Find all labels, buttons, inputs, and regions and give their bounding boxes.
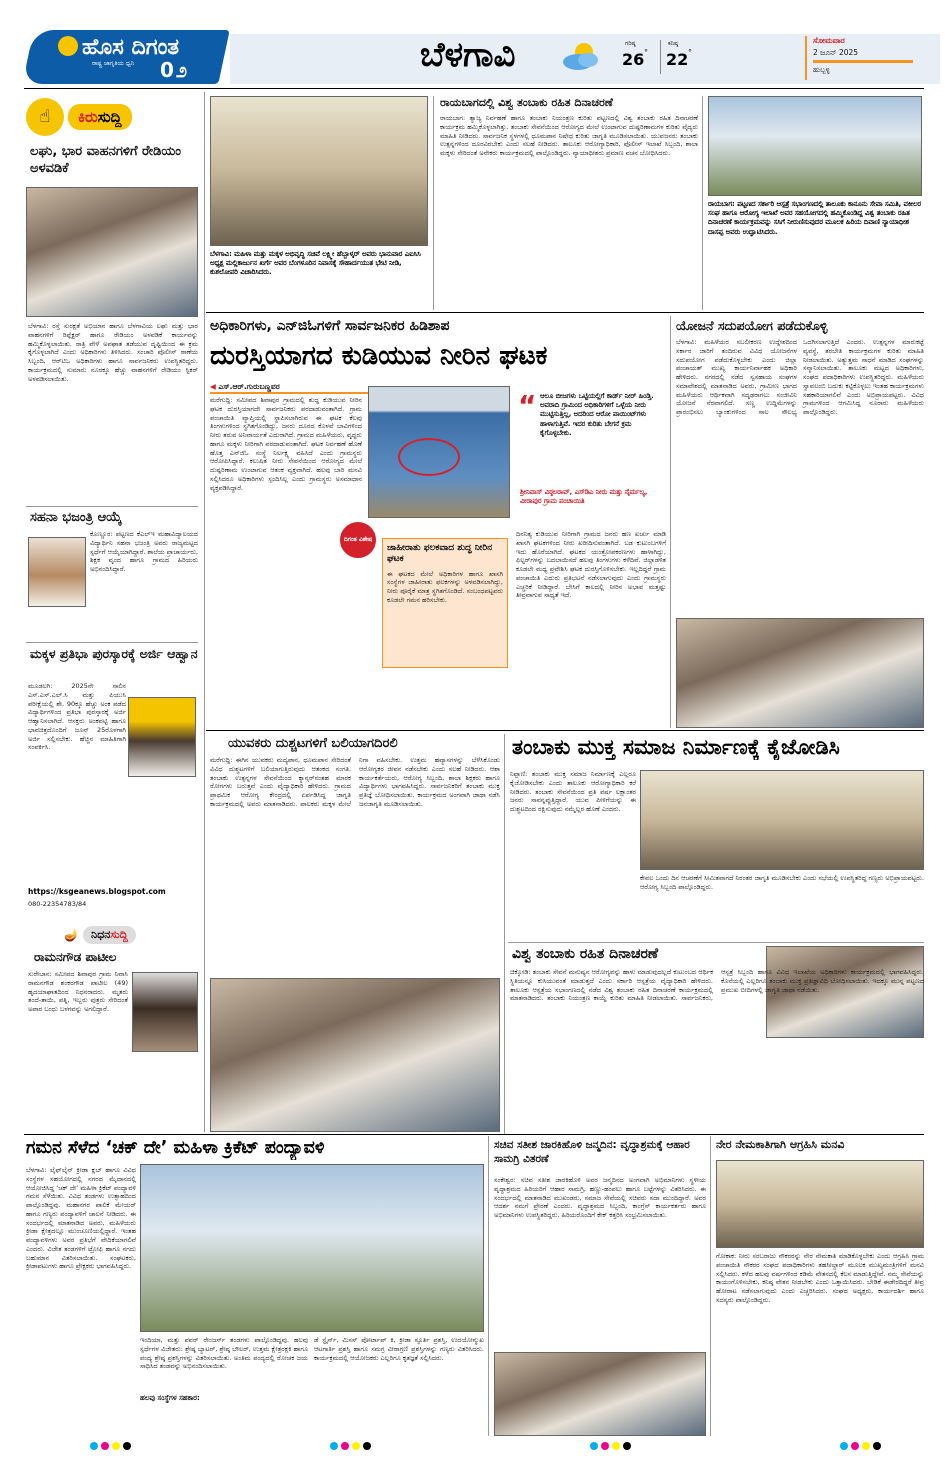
- story3-title: ಮಕ್ಕಳ ಪ್ರತಿಭಾ ಪುರಸ್ಕಾರಕ್ಕೆ ಅರ್ಜಿ ಆಹ್ವಾನ: [30, 646, 198, 661]
- youth-rule: [504, 734, 505, 1134]
- kirusuddi-label: [68, 104, 132, 131]
- top-right-photo: [708, 96, 922, 196]
- story3-phone: 080-22354783/84: [28, 900, 87, 908]
- top-row-rule: [206, 312, 924, 313]
- water-col3: ದಿನನಿತ್ಯ ಕುಡಿಯುವ ನೀರಿಗಾಗಿ ಗ್ರಾಮದ ಜನರು ಹಣ ಖರ್ಚು ಮಾಡಿ ಖಾಸಗಿ ಘಟಕಗಳಿಂದ ನೀರು ಖರೀದಿಸುವಂತಾಗಿದೆ. ಬಡ ಕುಟುಂಬಗಳಿಗೆ ಇದು ಹೊರೆಯಾಗಿದೆ. ಘಟಕದ ಯಂತ್ರೋಪಕರಣಗಳು ಹಾಳಾಗಿದ್ದು, ಫಿಲ್ಟರ್‌ಗಳನ್ನು ಬದಲಾಯಿಸದೆ ಹಲವು ತಿಂಗಳುಗಳು ಕಳೆದಿವೆ. ಜಿಲ್ಲಾಡಳಿತ ಕೂಡಲೇ ಮಧ್ಯ ಪ್ರವೇಶಿಸಿ ಘಟಕ ದುರಸ್ತಿಗೊಳಿಸಬೇಕು. ಇಲ್ಲದಿದ್ದರೆ ಗ್ರಾಮ ಪಂಚಾಯಿತಿ ಎದುರು ಪ್ರತಿಭಟನೆ ನಡೆಸಲಾಗುವುದು ಎಂದು ಗ್ರಾಮಸ್ಥರು ಎಚ್ಚರಿಕೆ ನೀಡಿದ್ದಾರೆ. ಬೇಸಿಗೆ ಕಾಲದಲ್ಲಿ ನೀರಿನ ಅಭಾವ ಮತ್ತಷ್ಟು ತೀವ್ರವಾಗುವ ಸಾಧ್ಯತೆ ಇದೆ.: [516, 530, 666, 600]
- cricket-rule: [488, 1136, 489, 1436]
- cmyk-dot-magenta: [601, 1442, 609, 1450]
- weather-divider: [660, 40, 661, 74]
- minister-body: ಸಂಕೇಶ್ವರ: ಸಚಿವ ಸತೀಶ ಜಾರಕಿಹೊಳಿ ಅವರ ಜನ್ಮದಿನದ ಅಂಗವಾಗಿ ಅಭಿಮಾನಿಗಳು ಸ್ಥಳೀಯ ವೃದ್ಧಾಶ್ರಮದ ಹಿರಿಯರಿಗೆ ಆಹಾರ ಸಾಮಗ್ರಿ, ಹಣ್ಣು-ಹಂಪಲು ಹಾಗೂ ಬಟ್ಟೆಗಳನ್ನು ವಿತರಿಸಿದರು. ಈ ಸಂದರ್ಭದಲ್ಲಿ ಮಾತನಾಡಿದ ಮುಖಂಡರು, ಸಮಾಜ ಸೇವೆಯಲ್ಲಿ ಸಚಿವರು ಸದಾ ಮುಂದಿದ್ದಾರೆ. ಅವರ ಆದರ್ಶ ನಮಗೆ ಪ್ರೇರಣೆ ಎಂದರು. ವೃದ್ಧಾಶ್ರಮದ ಸಿಬ್ಬಂದಿ, ಕಾಂಗ್ರೆಸ್ ಕಾರ್ಯಕರ್ತರು ಹಾಗೂ ಅಭಿಮಾನಿಗಳು ಉಪಸ್ಥಿತರಿದ್ದರು. ಹಿರಿಯರೊಂದಿಗೆ ಕೇಕ್ ಕತ್ತರಿಸಿ ಸಂಭ್ರಮಿಸಲಾಯಿತು.: [494, 1176, 706, 1220]
- masthead-rule: [24, 88, 924, 89]
- cmyk-dot-magenta: [341, 1442, 349, 1450]
- date-block: [805, 36, 925, 80]
- byline-arrow-icon: ◀: [210, 382, 216, 391]
- page-number: 0೨: [160, 58, 190, 82]
- city-label: ಹುಬ್ಬಳ್ಳಿ: [813, 66, 830, 75]
- cmyk-dot-magenta: [851, 1442, 859, 1450]
- mid-row-rule: [206, 730, 924, 731]
- cmyk-dot-yellow: [112, 1442, 120, 1450]
- top-mid-title: ರಾಯಬಾಗದಲ್ಲಿ ವಿಶ್ವ ತಂಬಾಕು ರಹಿತ ದಿನಾಚರಣೆ: [440, 96, 613, 109]
- petition-photo: [716, 1160, 924, 1248]
- date-label: 2 ಜೂನ್ 2025: [813, 48, 859, 57]
- story3-portrait: [128, 697, 196, 777]
- obit-portrait: [132, 972, 198, 1052]
- left-col-rule: [204, 92, 205, 1132]
- weather-max: 26: [622, 50, 645, 69]
- cmyk-dot-black: [123, 1442, 131, 1450]
- weather-max-unit: °: [644, 48, 648, 57]
- water-quote-by: ಶ್ರೀನಿವಾಸ್ ವಿಠ್ಠಲರಾವ್, ಎಸ್‌ಡಿಎ ನೀರು ಮತ್ತು ನೈರ್ಮಲ್ಯ, ವೀರಾಪುರ ಗ್ರಾಮ ಪಂಚಾಯಿತಿ: [520, 488, 648, 506]
- kirusuddi-divider-1: [26, 506, 198, 507]
- tobacco-title: ತಂಬಾಕು ಮುಕ್ತ ಸಮಾಜ ನಿರ್ಮಾಣಕ್ಕೆ ಕೈಜೋಡಿಸಿ: [512, 735, 840, 759]
- story1-title: ಲಘು, ಭಾರ ವಾಹನಗಳಿಗೆ ರೇಡಿಯಂ ಅಳವಡಿಕೆ: [30, 144, 182, 176]
- cmyk-dot-yellow: [612, 1442, 620, 1450]
- water-byline: [210, 382, 370, 394]
- kirusuddi-divider-2: [26, 642, 198, 643]
- cmyk-dot-magenta: [101, 1442, 109, 1450]
- water-quote: ಆಲೂ ಬೀಜಗಳು ಒಟ್ಟಿಯಲ್ಲಿಗೆ ಕಾರ್ಡ್ ನೀರ್ ಹಿಂಡ್ತಿ. ಅವರಾದಿ ಗ್ರಾಮಿಂದ ಅಧಿಕಾರಿಗಳಿಗೆ ಒಳ್ಳೆಯ ನೀರು ಮುಟ್ಟಿಸುತ್ತಿಲ್ಲ, ಅದರಿಂದ ಆರೋ ಪಾಯಿಂಟ್‌ಗಳು ಹಾಳಾಗುತ್ತಿವೆ. ಇದರ ಕುರಿತು ಬೇಗನೆ ಕ್ರಮ ಕೈಗೊಳ್ಳಬೇಕು.: [540, 392, 654, 437]
- weather-min-unit: °: [688, 48, 692, 57]
- top-mid-body: ರಾಯಬಾಗ: ತ್ಯಾಜ್ಯ ನಿರ್ವಹಣೆ ಹಾಗೂ ತಂಬಾಕು ನಿಯಂತ್ರಣ ಕುರಿತು ಪಟ್ಟಣದಲ್ಲಿ ವಿಶ್ವ ತಂಬಾಕು ರಹಿತ ದಿನಾಚರಣೆ ಕಾರ್ಯಕ್ರಮ ಹಮ್ಮಿಕೊಳ್ಳಲಾಗಿತ್ತು. ತಂಬಾಕು ಸೇವನೆಯಿಂದ ಆರೋಗ್ಯದ ಮೇಲೆ ಉಂಟಾಗುವ ದುಷ್ಪರಿಣಾಮಗಳ ಕುರಿತು ವೈದ್ಯರು ಮಾಹಿತಿ ನೀಡಿದರು. ಸಾರ್ವಜನಿಕ ಸ್ಥಳಗಳಲ್ಲಿ ಧೂಮಪಾನ ನಿಷೇಧ ಕುರಿತು ಜಾಗೃತಿ ಮೂಡಿಸಲಾಯಿತು. ಯುವಜನರು ತಂಬಾಕು ಉತ್ಪನ್ನಗಳಿಂದ ದೂರವಿರಬೇಕು ಎಂದು ಸಲಹೆ ನೀಡಿದರು. ತಾಲೂಕು ಆರೋಗ್ಯಾಧಿಕಾರಿ, ಪೊಲೀಸ್ ಇಲಾಖೆ ಸಿಬ್ಬಂದಿ, ಶಾಲಾ ಮಕ್ಕಳು ಸೇರಿದಂತೆ ಅನೇಕರು ಕಾರ್ಯಕ್ರಮದಲ್ಲಿ ಪಾಲ್ಗೊಂಡಿದ್ದರು. ನ್ಯಾಯಾಧೀಶರು ಪ್ರಮಾಣ ವಚನ ಬೋಧಿಸಿದರು.: [440, 114, 698, 158]
- cricket-title: ಗಮನ ಸೆಳೆದ ‘ಚಕ್ ದೇ’ ಮಹಿಳಾ ಕ್ರಿಕೆಟ್ ಪಂದ್ಯಾವಳಿ: [26, 1138, 325, 1158]
- weather-max-label: ಗರಿಷ್ಠ: [625, 40, 636, 47]
- brand-name: ಹೊಸ ದಿಗಂತ: [82, 35, 180, 60]
- weather-icon: [560, 38, 602, 72]
- world-title: ವಿಶ್ವ ತಂಬಾಕು ರಹಿತ ದಿನಾಚರಣೆ: [512, 946, 659, 962]
- kirusuddi-header: [26, 96, 196, 138]
- story2-portrait: [28, 537, 86, 607]
- scheme-photo: [676, 618, 924, 728]
- kirusuddi-column: [24, 92, 202, 1132]
- bottom-row-rule: [24, 1134, 924, 1135]
- day-label: ಸೋಮವಾರ: [813, 36, 845, 45]
- water-ad-title: ಜಾಹೀರಾತು ಫಲಕವಾದ ಶುದ್ಧ ನೀರಿನ ಘಟಕ: [387, 543, 493, 565]
- cmyk-dot-black: [873, 1442, 881, 1450]
- tobacco-body: ನಿಪ್ಪಾಣಿ: ತಂಬಾಕು ಮುಕ್ತ ಸಮಾಜ ನಿರ್ಮಾಣಕ್ಕೆ ಎಲ್ಲರೂ ಕೈಜೋಡಿಸಬೇಕು ಎಂದು ತಾಲೂಕು ಆರೋಗ್ಯಾಧಿಕಾರಿ ಕರೆ ನೀಡಿದರು. ತಂಬಾಕು ಸೇವನೆಯಿಂದ ಪ್ರತಿ ವರ್ಷ ಲಕ್ಷಾಂತರ ಜನರು ಸಾವನ್ನಪ್ಪುತ್ತಿದ್ದಾರೆ. ಯುವ ಪೀಳಿಗೆಯನ್ನು ಈ ದುಶ್ಚಟದಿಂದ ರಕ್ಷಿಸುವುದು ನಮ್ಮೆಲ್ಲರ ಹೊಣೆ ಎಂದರು.: [510, 770, 636, 814]
- story2-title: ಸಹನಾ ಭಜಂತ್ರಿ ಆಯ್ಕೆ: [30, 510, 122, 525]
- story1-body: ಬೆಳಗಾವಿ: ರಸ್ತೆ ಸುರಕ್ಷತೆ ಅಭಿಯಾನ ಹಾಗೂ ಬೆಳಗಾವಿಯ ಲಘು ಮತ್ತು ಭಾರ ವಾಹನಗಳಿಗೆ ರಿಫ್ಲೆಕ್ಟರ್ ಹಾಗೂ ರೇಡಿಯಂ ಅಳವಡಿಕೆ ಕಾರ್ಯವನ್ನು ಹಮ್ಮಿಕೊಳ್ಳಲಾಯಿತು. ರಾತ್ರಿ ವೇಳೆ ಅಪಘಾತ ತಡೆಯುವ ದೃಷ್ಟಿಯಿಂದ ಈ ಕ್ರಮ ಕೈಗೊಳ್ಳಲಾಗಿದೆ ಎಂದು ಅಧಿಕಾರಿಗಳು ತಿಳಿಸಿದರು. ಸಂಚಾರಿ ಪೊಲೀಸ್ ಠಾಣೆಯ ಸಿಬ್ಬಂದಿ, ಆರ್‌ಟಿಒ ಅಧಿಕಾರಿಗಳು ಹಾಗೂ ಸಾರ್ವಜನಿಕರು ಉಪಸ್ಥಿತರಿದ್ದರು. ಕಾರ್ಯಕ್ರಮದಲ್ಲಿ ಸುಮಾರು ನೂರಕ್ಕೂ ಹೆಚ್ಚು ವಾಹನಗಳಿಗೆ ರೇಡಿಯಂ ಸ್ಟಿಕರ್ ಅಳವಡಿಸಲಾಯಿತು.: [28, 322, 198, 383]
- water-unit-highlight: [398, 438, 460, 476]
- cricket-col3: ಡೆ ಸ್ಟೈರ್ಸ್, ಮಿಸಸ್ ಪೋರ್ಟಾಪ್ ಕಿ, ಕ್ರೀಡಾ ಸ್ಫೂರ್ತಿ ಪ್ರಶಸ್ತಿ, ಉದಯೋನ್ಮುಖ ಆಟಗಾರ್ತಿ ಪ್ರಶಸ್ತಿ ಹಾಗೂ ಸಮಗ್ರ ವೀರಾಗ್ರಣಿ ಪ್ರಶಸ್ತಿಗಳನ್ನು ಗಣ್ಯರು ವಿತರಿಸಿದರು. ಕಾರ್ಯಕ್ರಮದಲ್ಲಿ ಆಯೋಜಕರು ಎಲ್ಲರಿಗೂ ಕೃತಜ್ಞತೆ ಸಲ್ಲಿಸಿದರು.: [314, 1336, 484, 1362]
- tobacco-rule: [508, 942, 924, 943]
- weather-min-label: ಕನಿಷ್ಠ: [668, 40, 679, 47]
- youth-photo: [210, 978, 500, 1132]
- masthead: [0, 0, 945, 90]
- cmyk-dot-cyan: [590, 1442, 598, 1450]
- petition-title: ನೇರ ನೇಮಕಾತಿಗಾಗಿ ಆಗ್ರಹಿಸಿ ಮನವಿ: [716, 1138, 845, 1151]
- tobacco-caption: ಕೇವಲ ಒಂದು ದಿನ ಆಚರಣೆಗೆ ಸೀಮಿತವಾಗದೆ ನಿರಂತರ ಜಾಗೃತಿ ಮೂಡಿಸಬೇಕು ಎಂದು ಸಭೆಯಲ್ಲಿ ಉಪಸ್ಥಿತರಿದ್ದ ಗಣ್ಯರು ಅಭಿಪ್ರಾಯಪಟ್ಟರು. ಆರೋಗ್ಯ ಸಿಬ್ಬಂದಿ ಪಾಲ್ಗೊಂಡಿದ್ದರು.: [640, 874, 924, 891]
- water-col1: ಮರೆಗುದ್ದಿ: ಸಮೀಪದ ಶಿವಾಪುರ ಗ್ರಾಮದಲ್ಲಿ ಶುದ್ಧ ಕುಡಿಯುವ ನೀರಿನ ಘಟಕ ದುರಸ್ತಿಯಾಗದೇ ಸಾರ್ವಜನಿಕರು ಪರದಾಡುವಂತಾಗಿದೆ. ಗ್ರಾಮ ಪಂಚಾಯಿತಿ ವ್ಯಾಪ್ತಿಯಲ್ಲಿ ಸ್ಥಾಪಿಸಲಾಗಿರುವ ಈ ಘಟಕ ಕೆಲವು ತಿಂಗಳುಗಳಿಂದ ಸ್ಥಗಿತಗೊಂಡಿದ್ದು, ಜನರು ದೂರದ ಕೊಳವೆ ಬಾವಿಗಳಿಂದ ನೀರು ತರುವ ಅನಿವಾರ್ಯತೆ ಎದುರಾಗಿದೆ. ಗ್ರಾಮದ ಮಹಿಳೆಯರು, ವೃದ್ಧರು ಹಾಗೂ ಮಕ್ಕಳು ನೀರಿಗಾಗಿ ಪರದಾಡುವಂತಾಗಿದೆ. ಘಟಕ ನಿರ್ವಹಣೆ ಹೊಣೆ ಹೊತ್ತ ಎನ್‌ಜಿಓ ಸಂಸ್ಥೆ ನಿರ್ಲಕ್ಷ್ಯ ವಹಿಸಿದೆ ಎಂದು ಗ್ರಾಮಸ್ಥರು ಆರೋಪಿಸಿದ್ದಾರೆ. ಕಲುಷಿತ ನೀರು ಸೇವನೆಯಿಂದ ಆರೋಗ್ಯದ ಮೇಲೆ ದುಷ್ಪರಿಣಾಮ ಉಂಟಾಗುವ ಆತಂಕ ವ್ಯಕ್ತವಾಗಿದೆ. ಹಲವು ಬಾರಿ ಮನವಿ ಸಲ್ಲಿಸಿದರೂ ಅಧಿಕಾರಿಗಳು ಸ್ಪಂದಿಸಿಲ್ಲ ಎಂದು ಗ್ರಾಮಸ್ಥರು ಅಸಮಾಧಾನ ವ್ಯಕ್ತಪಡಿಸಿದ್ದಾರೆ.: [210, 396, 362, 492]
- water-badge: [338, 520, 378, 560]
- water-badge-text: ದಿಗಂತ ವಿಶೇಷ: [343, 536, 373, 544]
- top-rule-2: [702, 96, 703, 310]
- cmyk-dot-black: [363, 1442, 371, 1450]
- kirusuddi-label-a: ಕಿರು: [78, 107, 98, 126]
- top-right-caption: ರಾಯಬಾಗ: ಪಟ್ಟಣದ ಸರ್ಕಾರಿ ಆಸ್ಪತ್ರೆ ಸಭಾಂಗಣದಲ್ಲಿ ತಾಲೂಕು ಕಾನೂನು ಸೇವಾ ಸಮಿತಿ, ವಕೀಲರ ಸಂಘ ಹಾಗೂ ಆರೋಗ್ಯ ಇಲಾಖೆ ಅವರ ಸಹಯೋಗದಲ್ಲಿ ಹಮ್ಮಿಕೊಂಡಿದ್ದ ವಿಶ್ವ ತಂಬಾಕು ರಹಿತ ದಿನಾಚರಣೆ ಕಾರ್ಯಕ್ರಮವನ್ನು ಸಸಿಗೆ ನೀರುಣಿಸುವುದರ ಮೂಲಕ ಹಿರಿಯ ದಿವಾಣಿ ನ್ಯಾಯಾಧೀಶ ದಾಸಪ್ಪ ಅವರು ಉದ್ಘಾಟಿಸಿದರು.: [708, 200, 922, 236]
- tobacco-photo: [640, 770, 924, 870]
- cmyk-dot-yellow: [862, 1442, 870, 1450]
- world-body: ಚಿಕ್ಕೋಡಿ: ತಂಬಾಕು ಸೇವನೆ ಮನುಷ್ಯನ ಆರೋಗ್ಯವನ್ನು ಹಾಳು ಮಾಡುವುದಲ್ಲದೆ ಕುಟುಂಬದ ಆರ್ಥಿಕ ಸ್ಥಿತಿಯನ್ನೂ ಕುಸಿಯುವಂತೆ ಮಾಡುತ್ತದೆ ಎಂದು ಸರ್ಕಾರಿ ಆಸ್ಪತ್ರೆಯ ವೈದ್ಯಾಧಿಕಾರಿ ಹೇಳಿದರು. ತಾಲೂಕು ಆಸ್ಪತ್ರೆಯ ಸಭಾಂಗಣದಲ್ಲಿ ನಡೆದ ವಿಶ್ವ ತಂಬಾಕು ರಹಿತ ದಿನಾಚರಣೆ ಕಾರ್ಯಕ್ರಮದಲ್ಲಿ ಮಾತನಾಡಿದರು. ತಂಬಾಕು ನಿಯಂತ್ರಣ ಕಾಯ್ದೆ ಕುರಿತು ಮಾಹಿತಿ ನೀಡಲಾಯಿತು. ಸಾರ್ವಜನಿಕರು, ಆಸ್ಪತ್ರೆ ಸಿಬ್ಬಂದಿ ಹಾಗೂ ವಿವಿಧ ಇಲಾಖೆಯ ಅಧಿಕಾರಿಗಳು ಕಾರ್ಯಕ್ರಮದಲ್ಲಿ ಭಾಗವಹಿಸಿದ್ದರು. ಕೊನೆಯಲ್ಲಿ ಎಲ್ಲರಿಗೂ ತಂಬಾಕು ಮುಕ್ತ ಪ್ರತಿಜ್ಞಾವಿಧಿ ಬೋಧಿಸಲಾಯಿತು. ಇದಕ್ಕೂ ಮುನ್ನ ಪಟ್ಟಣದ ಪ್ರಮುಖ ಬೀದಿಗಳಲ್ಲಿ ಜಾಗೃತಿ ಜಾಥಾ ನಡೆಯಿತು.: [510, 968, 924, 1003]
- minister-photo: [494, 1352, 706, 1436]
- cricket-col2: ಇಂದಿಯಾ, ಮತ್ತು ಪವರ್ ರೇಂಜರ್ಸ್ ತಂಡಗಳು ಪಾಲ್ಗೊಂಡಿದ್ದವು. ಹಲವು ಸ್ಪರ್ಧೆಗಳ ವಿಜೇತರು: ಶ್ರೇಷ್ಠ ಬ್ಯಾಟರ್, ಶ್ರೇಷ್ಠ ಬೌಲರ್, ಉತ್ತಮ ಕ್ಷೇತ್ರರಕ್ಷಕಿ ಹಾಗೂ ಪಂದ್ಯ ಶ್ರೇಷ್ಠ ಪ್ರಶಸ್ತಿಗಳನ್ನು ವಿತರಿಸಲಾಯಿತು. ಅಂತಿಮ ಪಂದ್ಯದಲ್ಲಿ ರೋಚಕ ಜಯ ಸಾಧಿಸಿದ ತಂಡವನ್ನು ಅಭಿನಂದಿಸಲಾಯಿತು.: [140, 1336, 308, 1371]
- cricket-credit: ಹಲವು ಸಂಸ್ಥೆಗಳ ಸಹಕಾರ:: [140, 1394, 200, 1402]
- water-rule: [670, 316, 671, 728]
- petition-body: ಗೋಕಾಕ: ನೀರು ಸರಬರಾಜು ನೌಕರರನ್ನು ನೇರ ನೇಮಕಾತಿ ಮಾಡಿಕೊಳ್ಳಬೇಕು ಎಂದು ಆಗ್ರಹಿಸಿ ಗ್ರಾಮ ಪಂಚಾಯಿತಿ ನೌಕರರ ಸಂಘದ ಪದಾಧಿಕಾರಿಗಳು ತಹಸೀಲ್ದಾರ್ ಮೂಲಕ ಮುಖ್ಯಮಂತ್ರಿಗಳಿಗೆ ಮನವಿ ಸಲ್ಲಿಸಿದರು. ಕಳೆದ ಹಲವು ವರ್ಷಗಳಿಂದ ಕಡಿಮೆ ವೇತನದಲ್ಲಿ ಕೆಲಸ ಮಾಡುತ್ತಿದ್ದೇವೆ. ನಮ್ಮ ಸೇವೆಯನ್ನು ಕಾಯಂಗೊಳಿಸಬೇಕು, ಕನಿಷ್ಠ ವೇತನ ನೀಡಬೇಕು ಎಂದು ಒತ್ತಾಯಿಸಿದರು. ಬೇಡಿಕೆ ಈಡೇರದಿದ್ದರೆ ತೀವ್ರ ಹೋರಾಟ ನಡೆಸಲಾಗುವುದು ಎಂದು ಎಚ್ಚರಿಸಿದರು. ಸಂಘದ ಅಧ್ಯಕ್ಷರು, ಕಾರ್ಯದರ್ಶಿ ಹಾಗೂ ಸದಸ್ಯರು ಪಾಲ್ಗೊಂಡಿದ್ದರು.: [716, 1252, 924, 1304]
- water-ad-body: ಈ ಘಟಕದ ಮೇಲೆ ಅಧಿಕಾರಿಗಳ ಹಾಗೂ ಖಾಸಗಿ ಸಂಸ್ಥೆಗಳ ಜಾಹೀರಾತು ಫಲಕಗಳನ್ನು ಅಳವಡಿಸಲಾಗಿದ್ದು, ನೀರು ಪೂರೈಕೆ ಮಾತ್ರ ಸ್ಥಗಿತಗೊಂಡಿದೆ. ಸಂಬಂಧಪಟ್ಟವರು ಕೂಡಲೇ ಗಮನ ಹರಿಸಬೇಕು.: [387, 569, 503, 604]
- cmyk-dot-cyan: [90, 1442, 98, 1450]
- cmyk-marks-center: [590, 1442, 631, 1450]
- cmyk-marks-right: [840, 1442, 881, 1450]
- weather-min: 22: [666, 50, 689, 69]
- brand-tagline: ರಾಷ್ಟ್ರ ಜಾಗೃತಿಯ ಧ್ವನಿ: [92, 60, 135, 67]
- cmyk-dot-yellow: [352, 1442, 360, 1450]
- minister-title: ಸಚಿವ ಸತೀಶ ಜಾರಕಿಹೊಳಿ ಜನ್ಮದಿನ: ವೃದ್ಧಾಶ್ರಮಕ್ಕೆ ಆಹಾರ ಸಾಮಗ್ರಿ ವಿತರಣೆ: [494, 1139, 690, 1166]
- water-quote-mark-icon: “: [518, 389, 537, 422]
- cmyk-dot-cyan: [840, 1442, 848, 1450]
- obit-label-b: ಸುದ್ದಿ: [110, 928, 128, 942]
- top-left-photo: [210, 96, 428, 246]
- obit-label: [83, 926, 136, 944]
- cmyk-dot-black: [623, 1442, 631, 1450]
- edition-title: ಬೆಳಗಾವಿ: [420, 35, 516, 75]
- lamp-icon: 🪔: [64, 927, 79, 942]
- obit-title: ರಾಮನಗೌಡ ಪಾಟೀಲ: [34, 950, 117, 964]
- top-left-caption: ಬೆಳಗಾವಿ: ಮಹಿಳಾ ಮತ್ತು ಮಕ್ಕಳ ಅಭಿವೃದ್ಧಿ ಸಚಿವೆ ಲಕ್ಷ್ಮೀ ಹೆಬ್ಬಾಳ್ಕರ್ ಅವರು ಭಾನುವಾರ ಎಐಸಿಸಿ ಅಧ್ಯಕ್ಷ ಮಲ್ಲಿಕಾರ್ಜುನ ಖರ್ಗೆ ಅವರ ಬೆಂಗಳೂರಿನ ನಿವಾಸಕ್ಕೆ ಸೌಹಾರ್ದಯುತ ಭೇಟಿ ನೀಡಿ, ಕುಶಲೋಪರಿ ವಿಚಾರಿಸಿದರು.: [210, 250, 421, 277]
- scheme-body: ಬೆಳಗಾವಿ: ಮಹಿಳೆಯರ ಸಬಲೀಕರಣ ಉದ್ದೇಶದಿಂದ ಸರ್ಕಾರ ಜಾರಿಗೆ ತಂದಿರುವ ವಿವಿಧ ಯೋಜನೆಗಳ ಸದುಪಯೋಗ ಪಡೆದುಕೊಳ್ಳಬೇಕು ಎಂದು ಜಿಲ್ಲಾ ಪಂಚಾಯತ್ ಮುಖ್ಯ ಕಾರ್ಯನಿರ್ವಾಹಕ ಅಧಿಕಾರಿ ಹೇಳಿದರು. ನಗರದಲ್ಲಿ ನಡೆದ ಸ್ವಸಹಾಯ ಸಂಘಗಳ ಸಮಾವೇಶದಲ್ಲಿ ಮಾತನಾಡಿದ ಅವರು, ಗ್ರಾಮೀಣ ಭಾಗದ ಮಹಿಳೆಯರು ಆರ್ಥಿಕವಾಗಿ ಸದೃಢರಾಗಲು ಸಂಜೀವಿನಿ ಯೋಜನೆ ನೆರವಾಗಲಿದೆ. ಸಣ್ಣ ಉದ್ದಿಮೆಗಳನ್ನು ಪ್ರಾರಂಭಿಸಲು ಬ್ಯಾಂಕುಗಳಿಂದ ಸಾಲ ಸೌಲಭ್ಯ ಒದಗಿಸಲಾಗುತ್ತಿದೆ ಎಂದರು. ಉತ್ಪನ್ನಗಳ ಮಾರುಕಟ್ಟೆ ವ್ಯವಸ್ಥೆ, ತರಬೇತಿ ಕಾರ್ಯಕ್ರಮಗಳ ಕುರಿತು ಮಾಹಿತಿ ನೀಡಲಾಯಿತು. ಅತ್ಯುತ್ತಮ ಸಾಧನೆ ಮಾಡಿದ ಸಂಘಗಳನ್ನು ಸನ್ಮಾನಿಸಲಾಯಿತು. ತಾಲೂಕು ಮಟ್ಟದ ಅಧಿಕಾರಿಗಳು, ಸಂಘದ ಪದಾಧಿಕಾರಿಗಳು ಉಪಸ್ಥಿತರಿದ್ದರು. ಮಹಿಳೆಯರು ಸ್ವಾವಲಂಬಿ ಬದುಕು ಕಟ್ಟಿಕೊಳ್ಳಲು ಇಂತಹ ಕಾರ್ಯಕ್ರಮಗಳು ಸಹಕಾರಿಯಾಗಲಿವೆ ಎಂದು ಅಭಿಪ್ರಾಯಪಟ್ಟರು. ವಿವಿಧ ಗ್ರಾಮಗಳಿಂದ ಆಗಮಿಸಿದ್ದ ನೂರಾರು ಮಹಿಳೆಯರು ಪಾಲ್ಗೊಂಡಿದ್ದರು.: [676, 338, 924, 417]
- story3-body: ಮೂಡಲಗಿ: 2025ನೇ ಸಾಲಿನ ಎಸ್.ಎಸ್.ಎಲ್.ಸಿ ಮತ್ತು ಪಿಯುಸಿ ಪರೀಕ್ಷೆಯಲ್ಲಿ ಶೇ. 90ಕ್ಕೂ ಹೆಚ್ಚು ಅಂಕ ಪಡೆದ ವಿದ್ಯಾರ್ಥಿಗಳಿಂದ ಪ್ರತಿಭಾ ಪುರಸ್ಕಾರಕ್ಕೆ ಅರ್ಜಿ ಆಹ್ವಾನಿಸಲಾಗಿದೆ. ಆಸಕ್ತರು ಅಂಕಪಟ್ಟಿ ಹಾಗೂ ಭಾವಚಿತ್ರದೊಂದಿಗೆ ಜೂನ್ 25ರೊಳಗಾಗಿ ಅರ್ಜಿ ಸಲ್ಲಿಸಬೇಕು. ಹೆಚ್ಚಿನ ಮಾಹಿತಿಗಾಗಿ ಸಂಪರ್ಕಿಸಿ.: [28, 682, 126, 752]
- water-kicker: ಅಧಿಕಾರಿಗಳು, ಎನ್‌ಜಿಓಗಳಿಗೆ ಸಾರ್ವಜನಿಕರ ಹಿಡಿಶಾಪ: [210, 318, 450, 334]
- cmyk-marks-mid: [330, 1442, 371, 1450]
- cricket-photo: [140, 1164, 484, 1332]
- scheme-title: ಯೋಜನೆ ಸದುಪಯೋಗ ಪಡೆದುಕೊಳ್ಳಿ: [676, 318, 828, 333]
- obit-header: [64, 924, 136, 946]
- obit-body: ಸುರೇಬಾನ: ಸಮೀಪದ ಶಿವಾಪುರ ಗ್ರಾಮ ನಿವಾಸಿ ರಾಮನಗೌಡ ಶಂಕರಗೌಡ ಪಾಟೀಲ (49) ಹೃದಯಾಘಾತದಿಂದ ನಿಧನರಾದರು. ಮೃತರು ತಂದೆ-ತಾಯಿ, ಪತ್ನಿ, ಇಬ್ಬರು ಪುತ್ರರು ಸೇರಿದಂತೆ ಅಪಾರ ಬಂಧು ಬಳಗವನ್ನು ಅಗಲಿದ್ದಾರೆ.: [28, 970, 128, 1014]
- top-rule-1: [433, 96, 434, 310]
- youth-body: ಮರೆಗುದ್ದಿ: ಈಗಿನ ಯುವಕರು ಮದ್ಯಪಾನ, ಧೂಮಪಾನ ಸೇರಿದಂತೆ ವಿವಿಧ ದುಶ್ಚಟಗಳಿಗೆ ಬಲಿಯಾಗುತ್ತಿರುವುದು ಆತಂಕದ ಸಂಗತಿ. ತಂಬಾಕು ಉತ್ಪನ್ನಗಳ ಸೇವನೆಯಿಂದ ಕ್ಯಾನ್ಸರ್‌ನಂತಹ ಮಾರಕ ರೋಗಗಳು ಬರುತ್ತವೆ ಎಂದು ವೈದ್ಯಾಧಿಕಾರಿ ಹೇಳಿದರು. ಗ್ರಾಮದ ಪ್ರಾಥಮಿಕ ಆರೋಗ್ಯ ಕೇಂದ್ರದಲ್ಲಿ ಏರ್ಪಡಿಸಿದ್ದ ಜಾಗೃತಿ ಕಾರ್ಯಕ್ರಮದಲ್ಲಿ ಅವರು ಮಾತನಾಡಿದರು. ಪಾಲಕರು ಮಕ್ಕಳ ಮೇಲೆ ನಿಗಾ ವಹಿಸಬೇಕು. ಉತ್ತಮ ಹವ್ಯಾಸಗಳನ್ನು ಬೆಳೆಸಿಕೊಂಡು ಆರೋಗ್ಯಕರ ಜೀವನ ನಡೆಸಬೇಕು ಎಂದು ಸಲಹೆ ನೀಡಿದರು. ಆಶಾ ಕಾರ್ಯಕರ್ತೆಯರು, ಆರೋಗ್ಯ ಸಿಬ್ಬಂದಿ, ಶಾಲಾ ಶಿಕ್ಷಕರು ಹಾಗೂ ವಿದ್ಯಾರ್ಥಿಗಳು ಭಾಗವಹಿಸಿದ್ದರು. ಸಾರ್ವಜನಿಕರಿಗೆ ತಂಬಾಕು ಮುಕ್ತ ಪ್ರತಿಜ್ಞೆ ಬೋಧಿಸಲಾಯಿತು. ಕಾರ್ಯಕ್ರಮದ ಅಂಗವಾಗಿ ಜಾಥಾ ನಡೆಸಿ ಜನಜಾಗೃತಿ ಮೂಡಿಸಲಾಯಿತು.: [210, 756, 500, 808]
- obit-label-a: ನಿಧನ: [90, 928, 111, 942]
- cmyk-marks-left: [90, 1442, 131, 1450]
- water-byline-text: ಎಸ್.ಆರ್.ಗುರುಬಣ್ಣವರ: [218, 382, 280, 391]
- kirusuddi-label-b: ಸುದ್ದಿ: [97, 107, 122, 126]
- brand-logo-icon: [58, 36, 78, 56]
- water-title: ದುರಸ್ತಿಯಾಗದ ಕುಡಿಯುವ ನೀರಿನ ಘಟಕ: [210, 341, 548, 371]
- water-ad-box: [382, 538, 508, 668]
- cmyk-dot-cyan: [330, 1442, 338, 1450]
- cricket-col1: ಬೆಳಗಾವಿ: ಲೈಫ್‌ಲೈನ್ ಕ್ರೀಡಾ ಕ್ಲಬ್ ಹಾಗೂ ವಿವಿಧ ಸಂಸ್ಥೆಗಳ ಸಹಯೋಗದಲ್ಲಿ ನಗರದ ಮೈದಾನದಲ್ಲಿ ಆಯೋಜಿಸಿದ್ದ ‘ಚಕ್ ದೇ’ ಮಹಿಳಾ ಕ್ರಿಕೆಟ್ ಪಂದ್ಯಾವಳಿ ಗಮನ ಸೆಳೆಯಿತು. ವಿವಿಧ ತಂಡಗಳು ಉತ್ಸಾಹದಿಂದ ಪಾಲ್ಗೊಂಡಿದ್ದವು. ಮಹಾನಗರ ಪಾಲಿಕೆ ಮೇಯರ್ ಹಾಗೂ ಗಣ್ಯರು ಪಂದ್ಯಾವಳಿಗೆ ಚಾಲನೆ ನೀಡಿದರು. ಈ ಸಂದರ್ಭದಲ್ಲಿ ಮಾತನಾಡಿದ ಅವರು, ಮಹಿಳೆಯರು ಕ್ರೀಡಾ ಕ್ಷೇತ್ರದಲ್ಲೂ ಮುಂಚೂಣಿಯಲ್ಲಿದ್ದಾರೆ. ಇಂತಹ ಪಂದ್ಯಾವಳಿಗಳು ಅವರ ಪ್ರತಿಭೆಗೆ ವೇದಿಕೆಯಾಗಲಿವೆ ಎಂದರು. ವಿಜೇತ ತಂಡಗಳಿಗೆ ಟ್ರೋಫಿ ಹಾಗೂ ನಗದು ಬಹುಮಾನ ವಿತರಿಸಲಾಯಿತು. ಸಂಘಟಕರು, ಕ್ರೀಡಾಪಟುಗಳು ಹಾಗೂ ಪ್ರೇಕ್ಷಕರು ಭಾಗವಹಿಸಿದ್ದರು.: [26, 1166, 136, 1271]
- date-underline: [813, 60, 913, 63]
- hand-icon: ☝: [26, 98, 64, 136]
- story3-link[interactable]: https://ksgeanews.blogspot.com: [28, 887, 166, 896]
- story2-body: ಕೊಣ್ಣೂರ: ಪಟ್ಟಣದ ಕೆಎಲ್‌ಇ ಮಹಾವಿದ್ಯಾಲಯದ ವಿದ್ಯಾರ್ಥಿನಿ ಸಹನಾ ಭಜಂತ್ರಿ ಅವರು ರಾಜ್ಯಮಟ್ಟದ ಸ್ಪರ್ಧೆಗೆ ಆಯ್ಕೆಯಾಗಿದ್ದಾರೆ. ಶಾಲೆಯ ಪ್ರಾಚಾರ್ಯರು, ಶಿಕ್ಷಕ ವೃಂದ ಹಾಗೂ ಗ್ರಾಮದ ಹಿರಿಯರು ಅಭಿನಂದಿಸಿದ್ದಾರೆ.: [90, 530, 198, 574]
- story1-photo: [26, 187, 198, 317]
- youth-title: ಯುವಕರು ದುಶ್ಚಟಗಳಿಗೆ ಬಲಿಯಾಗದಿರಲಿ: [228, 736, 398, 751]
- minister-rule: [710, 1136, 711, 1436]
